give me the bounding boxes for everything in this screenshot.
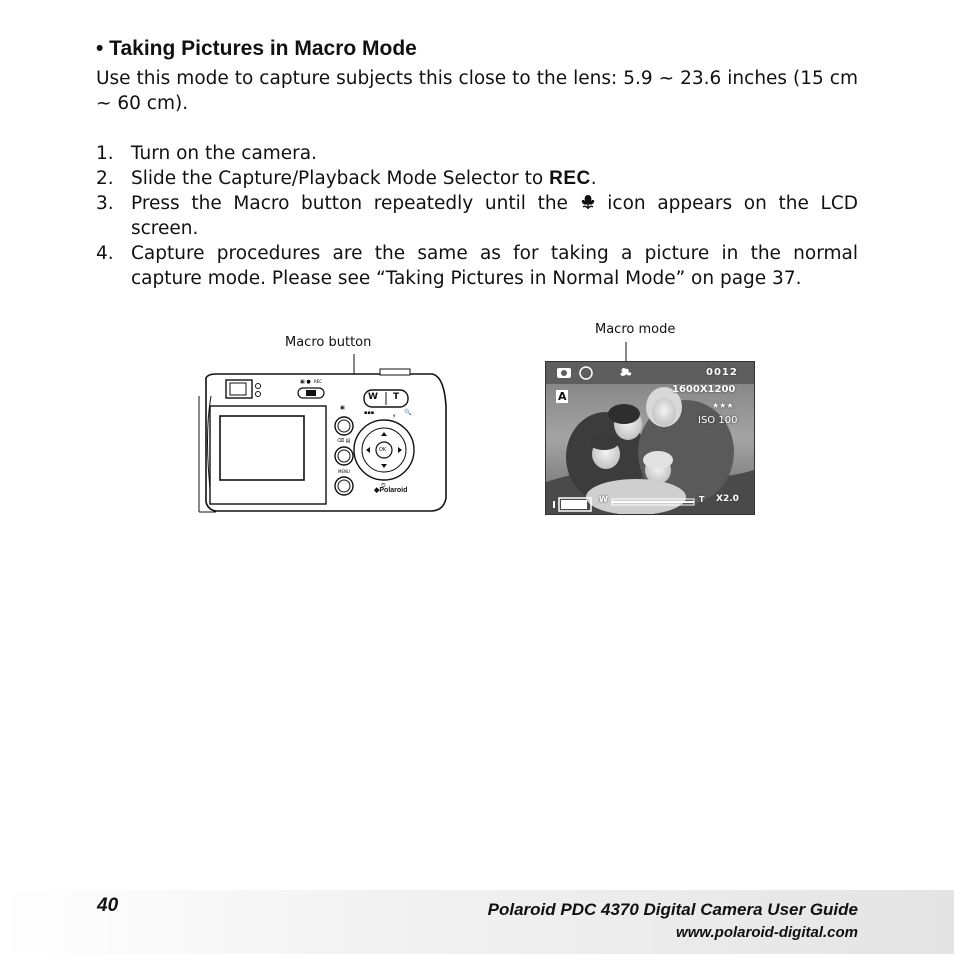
rec-switch-label: REC xyxy=(314,379,323,384)
rec-mode-label: REC xyxy=(549,168,591,189)
zoom-t-label: T xyxy=(699,495,705,504)
step-text: Slide the Capture/Playback Mode Selector to xyxy=(131,168,550,189)
shot-count: 0012 xyxy=(706,367,738,378)
macro-mode-caption: Macro mode xyxy=(595,322,676,337)
step-text: Turn on the camera. xyxy=(131,143,318,164)
ok-button: OK xyxy=(379,447,387,453)
zoom-tele-button: T xyxy=(393,392,400,402)
macro-button-caption: Macro button xyxy=(285,335,372,350)
step-number: 4. xyxy=(96,243,114,264)
zoom-wide-button: W xyxy=(368,392,378,402)
step-text: Capture procedures are the same as for taking a picture in the normal capture mode. Please see “Taking Pictures in Normal Mode” on page 37. xyxy=(131,243,858,289)
polaroid-logo: ◆Polaroid xyxy=(374,487,408,494)
svg-text:🔍: 🔍 xyxy=(404,409,412,416)
step-text-end: icon appears on the LCD screen. xyxy=(131,193,859,239)
svg-text:▣: ▣ xyxy=(340,405,345,411)
lcd-screen-preview xyxy=(545,361,755,515)
step-number: 2. xyxy=(96,168,114,189)
svg-text:MENU: MENU xyxy=(338,469,350,474)
resolution-label: 1600X1200 xyxy=(672,384,736,395)
guide-title: Polaroid PDC 4370 Digital Camera User Guide xyxy=(487,900,858,919)
auto-mode-icon: A xyxy=(558,390,567,403)
svg-text:▣ ●: ▣ ● xyxy=(300,379,311,385)
page-number: 40 xyxy=(97,895,119,916)
step-text-end: . xyxy=(590,168,597,189)
svg-text:⚡: ⚡ xyxy=(392,413,397,420)
step-number: 1. xyxy=(96,143,114,164)
camera-back-illustration xyxy=(196,366,452,514)
iso-label: ISO 100 xyxy=(698,415,738,426)
guide-url: www.polaroid-digital.com xyxy=(676,924,858,941)
step-number: 3. xyxy=(96,193,114,214)
svg-text:⏲: ⏲ xyxy=(381,482,386,489)
zoom-value: X2.0 xyxy=(716,494,739,504)
zoom-w-label: W xyxy=(599,495,608,504)
step-text: Press the Macro button repeatedly until the xyxy=(131,193,580,214)
quality-stars: ★★★ xyxy=(712,401,734,410)
intro-paragraph: Use this mode to capture subjects this close to the lens: 5.9 ~ 23.6 inches (15 cm ~ 60 cm). xyxy=(96,68,858,114)
section-heading: • Taking Pictures in Macro Mode xyxy=(96,37,417,60)
svg-text:⌫ ▤: ⌫ ▤ xyxy=(337,438,351,444)
svg-text:▪▪▪: ▪▪▪ xyxy=(364,410,375,416)
